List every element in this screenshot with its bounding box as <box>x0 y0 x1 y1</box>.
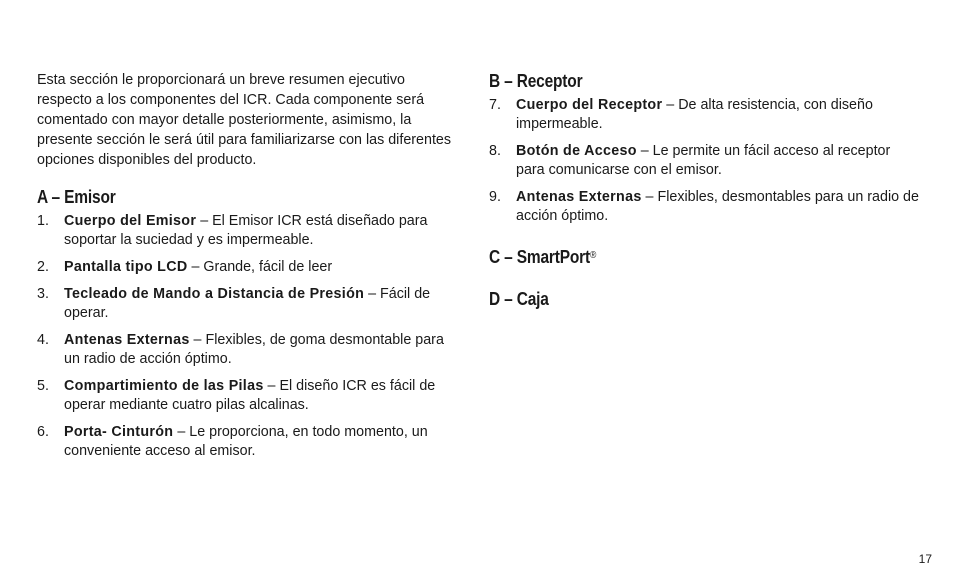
list-item <box>489 188 919 226</box>
item-description: – Le proporciona, en todo momento, un conveniente acceso al emisor. <box>64 424 428 459</box>
section-c-title: C – SmartPort <box>489 247 590 267</box>
intro-paragraph: Esta sección le proporcionará un breve resumen ejecutivo respecto a los componentes del ICR. Cada componente será comentado con mayor detalle posteriormente, asimismo, la presente sección le será útil para familiarizarse con las diferentes opciones disponibles del producto. <box>37 72 452 168</box>
item-description: – Fácil de operar. <box>64 286 431 321</box>
item-description: – Grande, fácil de leer <box>187 259 333 275</box>
list-item <box>37 212 462 250</box>
item-number: 7. <box>489 97 501 113</box>
item-number: 9. <box>489 189 501 205</box>
list-item <box>37 377 462 415</box>
item-term: Cuerpo del Receptor <box>516 97 663 113</box>
section-c-heading <box>489 246 859 268</box>
item-term: Botón de Acceso <box>516 143 637 159</box>
item-number: 6. <box>37 424 49 440</box>
item-number: 5. <box>37 378 49 394</box>
list-item <box>37 423 462 461</box>
item-description: – Flexibles, de goma desmontable para un radio de acción óptimo. <box>64 332 444 367</box>
item-term: Antenas Externas <box>516 189 642 205</box>
section-a-list <box>37 212 462 461</box>
list-item <box>37 258 462 277</box>
item-term: Tecleado de Mando a Distancia de Presión <box>64 286 365 302</box>
item-description: – Le permite un fácil acceso al receptor para comunicarse con el emisor. <box>516 143 891 178</box>
page-number: 17 <box>918 552 932 566</box>
list-item <box>37 285 462 323</box>
item-number: 8. <box>489 143 501 159</box>
item-term: Pantalla tipo LCD <box>64 259 188 275</box>
item-term: Porta- Cinturón <box>64 424 174 440</box>
registered-mark: ® <box>589 250 597 261</box>
item-number: 1. <box>37 213 49 229</box>
section-b-list <box>489 96 919 226</box>
item-term: Antenas Externas <box>64 332 190 348</box>
item-number: 2. <box>37 259 49 275</box>
item-description: – El Emisor ICR está diseñado para soportar la suciedad y es impermeable. <box>64 213 428 248</box>
item-term: Cuerpo del Emisor <box>64 213 197 229</box>
section-b-heading: B – Receptor <box>489 71 583 91</box>
list-item <box>489 142 919 180</box>
list-item <box>489 96 919 134</box>
list-item <box>37 331 462 369</box>
section-a-heading: A – Emisor <box>37 187 116 207</box>
item-description: – De alta resistencia, con diseño impermeable. <box>516 97 873 132</box>
left-column <box>37 70 462 469</box>
item-number: 4. <box>37 332 49 348</box>
right-column <box>489 70 919 314</box>
item-number: 3. <box>37 286 49 302</box>
item-description: – El diseño ICR es fácil de operar mediante cuatro pilas alcalinas. <box>64 378 436 413</box>
item-term: Compartimiento de las Pilas <box>64 378 264 394</box>
section-d-heading: D – Caja <box>489 289 549 309</box>
item-description: – Flexibles, desmontables para un radio de acción óptimo. <box>516 189 919 224</box>
